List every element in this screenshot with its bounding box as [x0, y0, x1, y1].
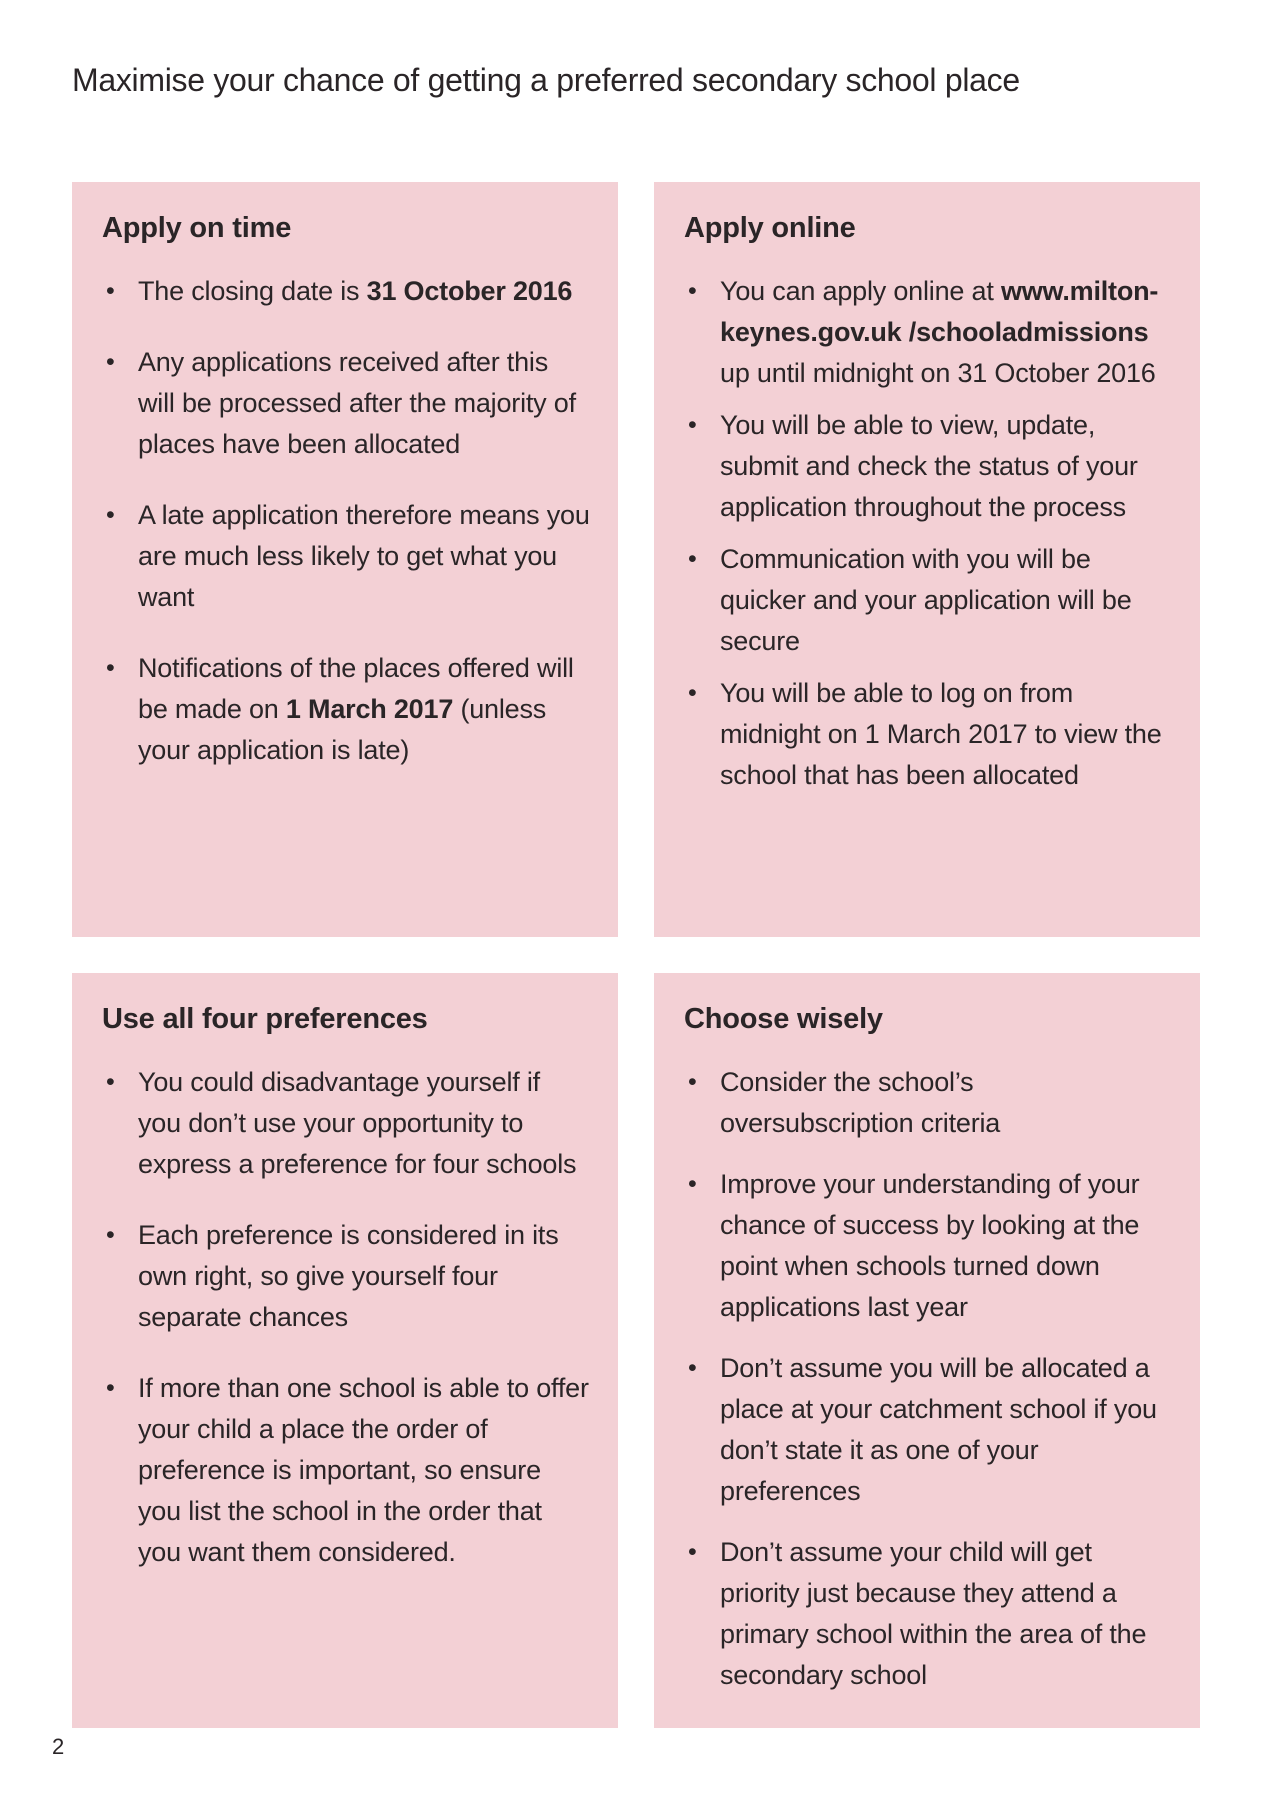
info-boxes-grid	[72, 182, 1200, 1728]
bullet-text: Don’t assume you will be allocated a place at your catchment school if you don’t state it as one of your preferences	[720, 1353, 1157, 1506]
bullet-text: If more than one school is able to offer your child a place the order of preference is important, so ensure you list the school in the order that you want them considered.	[138, 1373, 589, 1567]
bullet-text: Each preference is considered in its own right, so give yourself four separate chances	[138, 1220, 559, 1332]
bullet-item	[102, 1368, 590, 1573]
bullet-item	[684, 1348, 1172, 1512]
box-apply-online	[654, 182, 1200, 937]
bullet-bold-text: www.milton-keynes.gov.uk /schooladmissions	[720, 276, 1159, 347]
bullet-text: The closing date is	[138, 276, 367, 306]
box-apply-on-time-bullet-list	[102, 271, 590, 771]
page-number: 2	[52, 1734, 65, 1759]
page-title: Maximise your chance of getting a preferred secondary school place	[72, 62, 1020, 98]
bullet-text: You could disadvantage yourself if you don’t use your opportunity to express a preference for four schools	[138, 1067, 577, 1179]
bullet-text: Don’t assume your child will get priority just because they attend a primary school within the area of the secondary school	[720, 1537, 1147, 1690]
bullet-text: Notifications of the places offered will be made on	[138, 653, 574, 724]
bullet-item	[684, 405, 1172, 528]
box-use-all-four-preferences-bullet-list	[102, 1062, 590, 1573]
box-choose-wisely	[654, 973, 1200, 1728]
bullet-bold-text: 31 October 2016	[366, 276, 573, 306]
bullet-item	[102, 495, 590, 618]
bullet-item	[684, 1532, 1172, 1696]
bullet-text: Communication with you will be quicker and your application will be secure	[720, 544, 1132, 656]
box-use-all-four-preferences-heading: Use all four preferences	[102, 1003, 428, 1035]
bullet-text: A late application therefore means you are much less likely to get what you want	[138, 500, 590, 612]
box-apply-online-heading: Apply online	[684, 212, 856, 244]
bullet-text: Consider the school’s oversubscription criteria	[720, 1067, 1001, 1138]
bullet-item	[684, 673, 1172, 796]
bullet-item	[684, 1164, 1172, 1328]
bullet-item	[102, 648, 590, 771]
bullet-item	[684, 1062, 1172, 1144]
bullet-bold-text: 1 March 2017	[285, 694, 454, 724]
bullet-item	[102, 1215, 590, 1338]
bullet-item	[102, 342, 590, 465]
bullet-text: Improve your understanding of your chance of success by looking at the point when schools turned down applications last year	[720, 1169, 1140, 1322]
bullet-text: You will be able to view, update, submit and check the status of your application throughout the process	[720, 410, 1138, 522]
bullet-text: Any applications received after this will be processed after the majority of places have been allocated	[138, 347, 576, 459]
box-choose-wisely-bullet-list	[684, 1062, 1172, 1696]
bullet-item	[102, 1062, 590, 1185]
bullet-text: You can apply online at	[720, 276, 1001, 306]
box-apply-on-time	[72, 182, 618, 937]
bullet-item	[102, 271, 590, 312]
bullet-text: You will be able to log on from midnight on 1 March 2017 to view the school that has been allocated	[720, 678, 1162, 790]
box-apply-on-time-heading: Apply on time	[102, 212, 292, 244]
bullet-text: (unless your application is late)	[138, 694, 547, 765]
box-apply-online-bullet-list	[684, 271, 1172, 796]
box-choose-wisely-heading: Choose wisely	[684, 1003, 883, 1035]
bullet-text: up until midnight on 31 October 2016	[720, 358, 1156, 388]
bullet-item	[684, 271, 1172, 394]
box-use-all-four-preferences	[72, 973, 618, 1728]
bullet-item	[684, 539, 1172, 662]
